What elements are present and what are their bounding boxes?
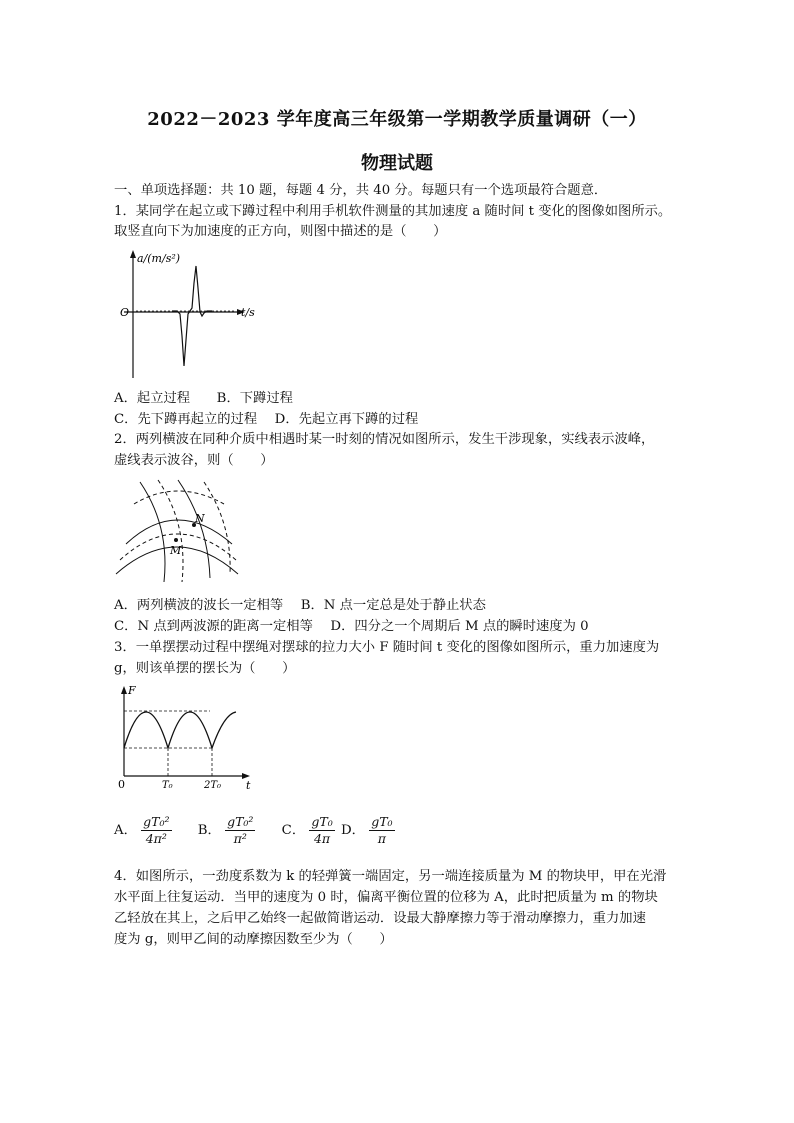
q4-stem-line2: 水平面上往复运动．当甲的速度为 0 时，偏离平衡位置的位移为 A，此时把质量为 m 的物块 [114,890,658,905]
q3-option-c-numerator: gT₀ [311,814,333,829]
q3-option-d-label: D． [340,823,365,838]
q3-tick-t0: T₀ [162,780,173,791]
q3-option-c-denominator: 4π [313,831,331,846]
q3-options [114,814,395,847]
q2-point-n-label: N [195,512,205,525]
q3-origin-label: 0 [118,778,125,791]
q2-crest-arc-2 [178,480,210,578]
q2-stem-line2: 虚线表示波谷，则（ ） [114,453,274,468]
q3-option-a-fraction [141,814,171,847]
q3-option-a-numerator: gT₀² [143,814,170,829]
section-heading: 一、单项选择题：共 10 题，每题 4 分，共 40 分。每题只有一个选项最符合题意． [114,183,608,198]
q3-option-b-label: B． [197,823,221,838]
q1-options-line1: A．起立过程 B．下蹲过程 [114,391,293,406]
q3-y-label: F [128,684,136,697]
q4-stem-line1: 4．如图所示，一劲度系数为 k 的轻弹簧一端固定，另一端连接质量为 M 的物块甲，甲在光滑 [114,869,667,884]
exam-title: 2022－2023 学年度高三年级第一学期教学质量调研（一） [147,109,647,130]
q3-option-c-label: C． [281,823,306,838]
q1-x-label: t/s [241,306,255,319]
q3-stem-line1: 3．一单摆摆动过程中摆绳对摆球的拉力大小 F 随时间 t 变化的图像如图所示，重力加速度为 [114,640,660,655]
q2-crest-arc-2 [140,482,165,582]
q3-option-d-fraction [369,814,394,847]
q2-point-m-dot [174,538,178,542]
q2-options-line1: A．两列横波的波长一定相等 B．N 点一定总是处于静止状态 [114,598,486,613]
q3-option-b-fraction [225,814,255,847]
q4-stem-line3: 乙轻放在其上，之后甲乙始终一起做简谐运动．设最大静摩擦力等于滑动摩擦力，重力加速 [114,911,646,926]
q1-stem-line1: 1．某同学在起立或下蹲过程中利用手机软件测量的其加速度 a 随时间 t 变化的图像如图所示。 [114,204,672,219]
q2-stem-line1: 2．两列横波在同种介质中相遇时某一时刻的情况如图所示，发生干涉现象，实线表示波峰， [114,432,655,447]
q2-interference-figure [112,474,242,586]
q1-acceleration-curve [172,266,212,366]
q3-option-b-numerator: gT₀² [227,814,254,829]
q4-stem-line4: 度为 g，则甲乙间的动摩擦因数至少为（ ） [114,932,393,947]
q3-option-b-denominator: π² [233,831,247,846]
q3-option-a [114,814,172,847]
q3-option-d-denominator: π [377,831,386,846]
q3-option-a-label: A． [114,823,137,838]
q3-option-c-fraction [309,814,334,847]
q2-options-line2: C．N 点到两波源的距离一定相等 D．四分之一个周期后 M 点的瞬时速度为 0 [114,619,589,634]
q2-trough-arc [134,491,224,504]
q3-option-c [282,814,335,847]
q3-option-d [341,814,395,847]
q1-stem-line2: 取竖直向下为加速度的正方向，则图中描述的是（ ） [114,224,447,239]
q3-option-a-denominator: 4π² [145,831,167,846]
q1-y-label: a/(m/s²) [137,252,181,265]
q3-option-d-numerator: gT₀ [371,814,393,829]
q3-force-curve [124,712,236,748]
subject-title: 物理试题 [361,153,433,174]
q1-origin-label: O [120,306,130,319]
q3-y-arrow [121,686,127,694]
q2-point-m-label: M [170,544,182,557]
q3-tick-2t0: 2T₀ [204,780,222,791]
q1-acceleration-graph [114,248,274,380]
q3-option-b [198,814,256,847]
q2-crest-arc [126,520,232,544]
q3-force-graph [112,684,262,792]
q1-options-line2: C．先下蹲再起立的过程 D．先起立再下蹲的过程 [114,412,419,427]
q3-x-label: t [246,779,251,792]
q1-y-arrow [130,250,136,258]
q3-stem-line2: g，则该单摆的摆长为（ ） [114,661,296,676]
